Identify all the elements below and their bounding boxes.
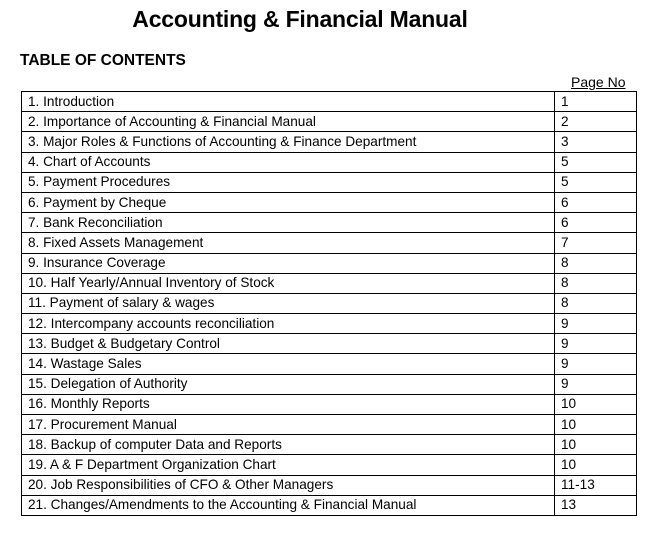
- toc-entry-title: 16. Monthly Reports: [22, 394, 555, 414]
- toc-entry-title: 7. Bank Reconciliation: [22, 213, 555, 233]
- toc-entry-title: 8. Fixed Assets Management: [22, 233, 555, 253]
- toc-entry-page: 10: [555, 415, 637, 435]
- toc-entry-title: 15. Delegation of Authority: [22, 374, 555, 394]
- toc-entry-title: 6. Payment by Cheque: [22, 192, 555, 212]
- toc-entry-title: 18. Backup of computer Data and Reports: [22, 435, 555, 455]
- toc-entry-title: 20. Job Responsibilities of CFO & Other Managers: [22, 475, 555, 495]
- toc-entry-page: 8: [555, 273, 637, 293]
- toc-entry-page: 7: [555, 233, 637, 253]
- toc-entry-page: 10: [555, 394, 637, 414]
- table-row: [22, 172, 637, 192]
- toc-entry-page: 8: [555, 293, 637, 313]
- toc-entry-title: 1. Introduction: [22, 92, 555, 112]
- toc-entry-page: 9: [555, 374, 637, 394]
- table-row: [22, 132, 637, 152]
- toc-entry-page: 2: [555, 112, 637, 132]
- toc-entry-page: 6: [555, 213, 637, 233]
- toc-entry-title: 9. Insurance Coverage: [22, 253, 555, 273]
- toc-entry-title: 3. Major Roles & Functions of Accounting & Finance Department: [22, 132, 555, 152]
- table-row: [22, 354, 637, 374]
- table-row: [22, 435, 637, 455]
- toc-entry-page: 8: [555, 253, 637, 273]
- toc-entry-title: 21. Changes/Amendments to the Accounting & Financial Manual: [22, 495, 555, 515]
- toc-entry-page: 9: [555, 314, 637, 334]
- toc-entry-title: 19. A & F Department Organization Chart: [22, 455, 555, 475]
- toc-body: [22, 92, 637, 516]
- toc-entry-page: 9: [555, 354, 637, 374]
- toc-entry-page: 6: [555, 192, 637, 212]
- toc-entry-page: 3: [555, 132, 637, 152]
- table-row: [22, 192, 637, 212]
- toc-entry-title: 5. Payment Procedures: [22, 172, 555, 192]
- table-row: [22, 152, 637, 172]
- table-row: [22, 233, 637, 253]
- toc-entry-page: 10: [555, 455, 637, 475]
- table-row: [22, 455, 637, 475]
- toc-entry-page: 5: [555, 172, 637, 192]
- toc-entry-title: 10. Half Yearly/Annual Inventory of Stock: [22, 273, 555, 293]
- table-row: [22, 92, 637, 112]
- table-row: [22, 253, 637, 273]
- toc-entry-page: 9: [555, 334, 637, 354]
- toc-entry-title: 2. Importance of Accounting & Financial Manual: [22, 112, 555, 132]
- document-title: Accounting & Financial Manual: [132, 6, 468, 32]
- toc-entry-page: 1: [555, 92, 637, 112]
- toc-entry-title: 11. Payment of salary & wages: [22, 293, 555, 313]
- table-row: [22, 394, 637, 414]
- table-row: [22, 495, 637, 515]
- toc-entry-page: 13: [555, 495, 637, 515]
- page-number-column-header: Page No: [571, 74, 626, 90]
- table-row: [22, 293, 637, 313]
- table-row: [22, 415, 637, 435]
- toc-entry-page: 5: [555, 152, 637, 172]
- toc-entry-title: 4. Chart of Accounts: [22, 152, 555, 172]
- table-of-contents: [21, 91, 637, 516]
- toc-entry-title: 17. Procurement Manual: [22, 415, 555, 435]
- toc-entry-title: 12. Intercompany accounts reconciliation: [22, 314, 555, 334]
- table-row: [22, 475, 637, 495]
- toc-entry-page: 10: [555, 435, 637, 455]
- table-row: [22, 213, 637, 233]
- toc-entry-page: 11-13: [555, 475, 637, 495]
- table-row: [22, 112, 637, 132]
- toc-entry-title: 13. Budget & Budgetary Control: [22, 334, 555, 354]
- table-row: [22, 314, 637, 334]
- table-row: [22, 374, 637, 394]
- table-row: [22, 334, 637, 354]
- table-row: [22, 273, 637, 293]
- toc-heading: TABLE OF CONTENTS: [20, 52, 186, 69]
- toc-entry-title: 14. Wastage Sales: [22, 354, 555, 374]
